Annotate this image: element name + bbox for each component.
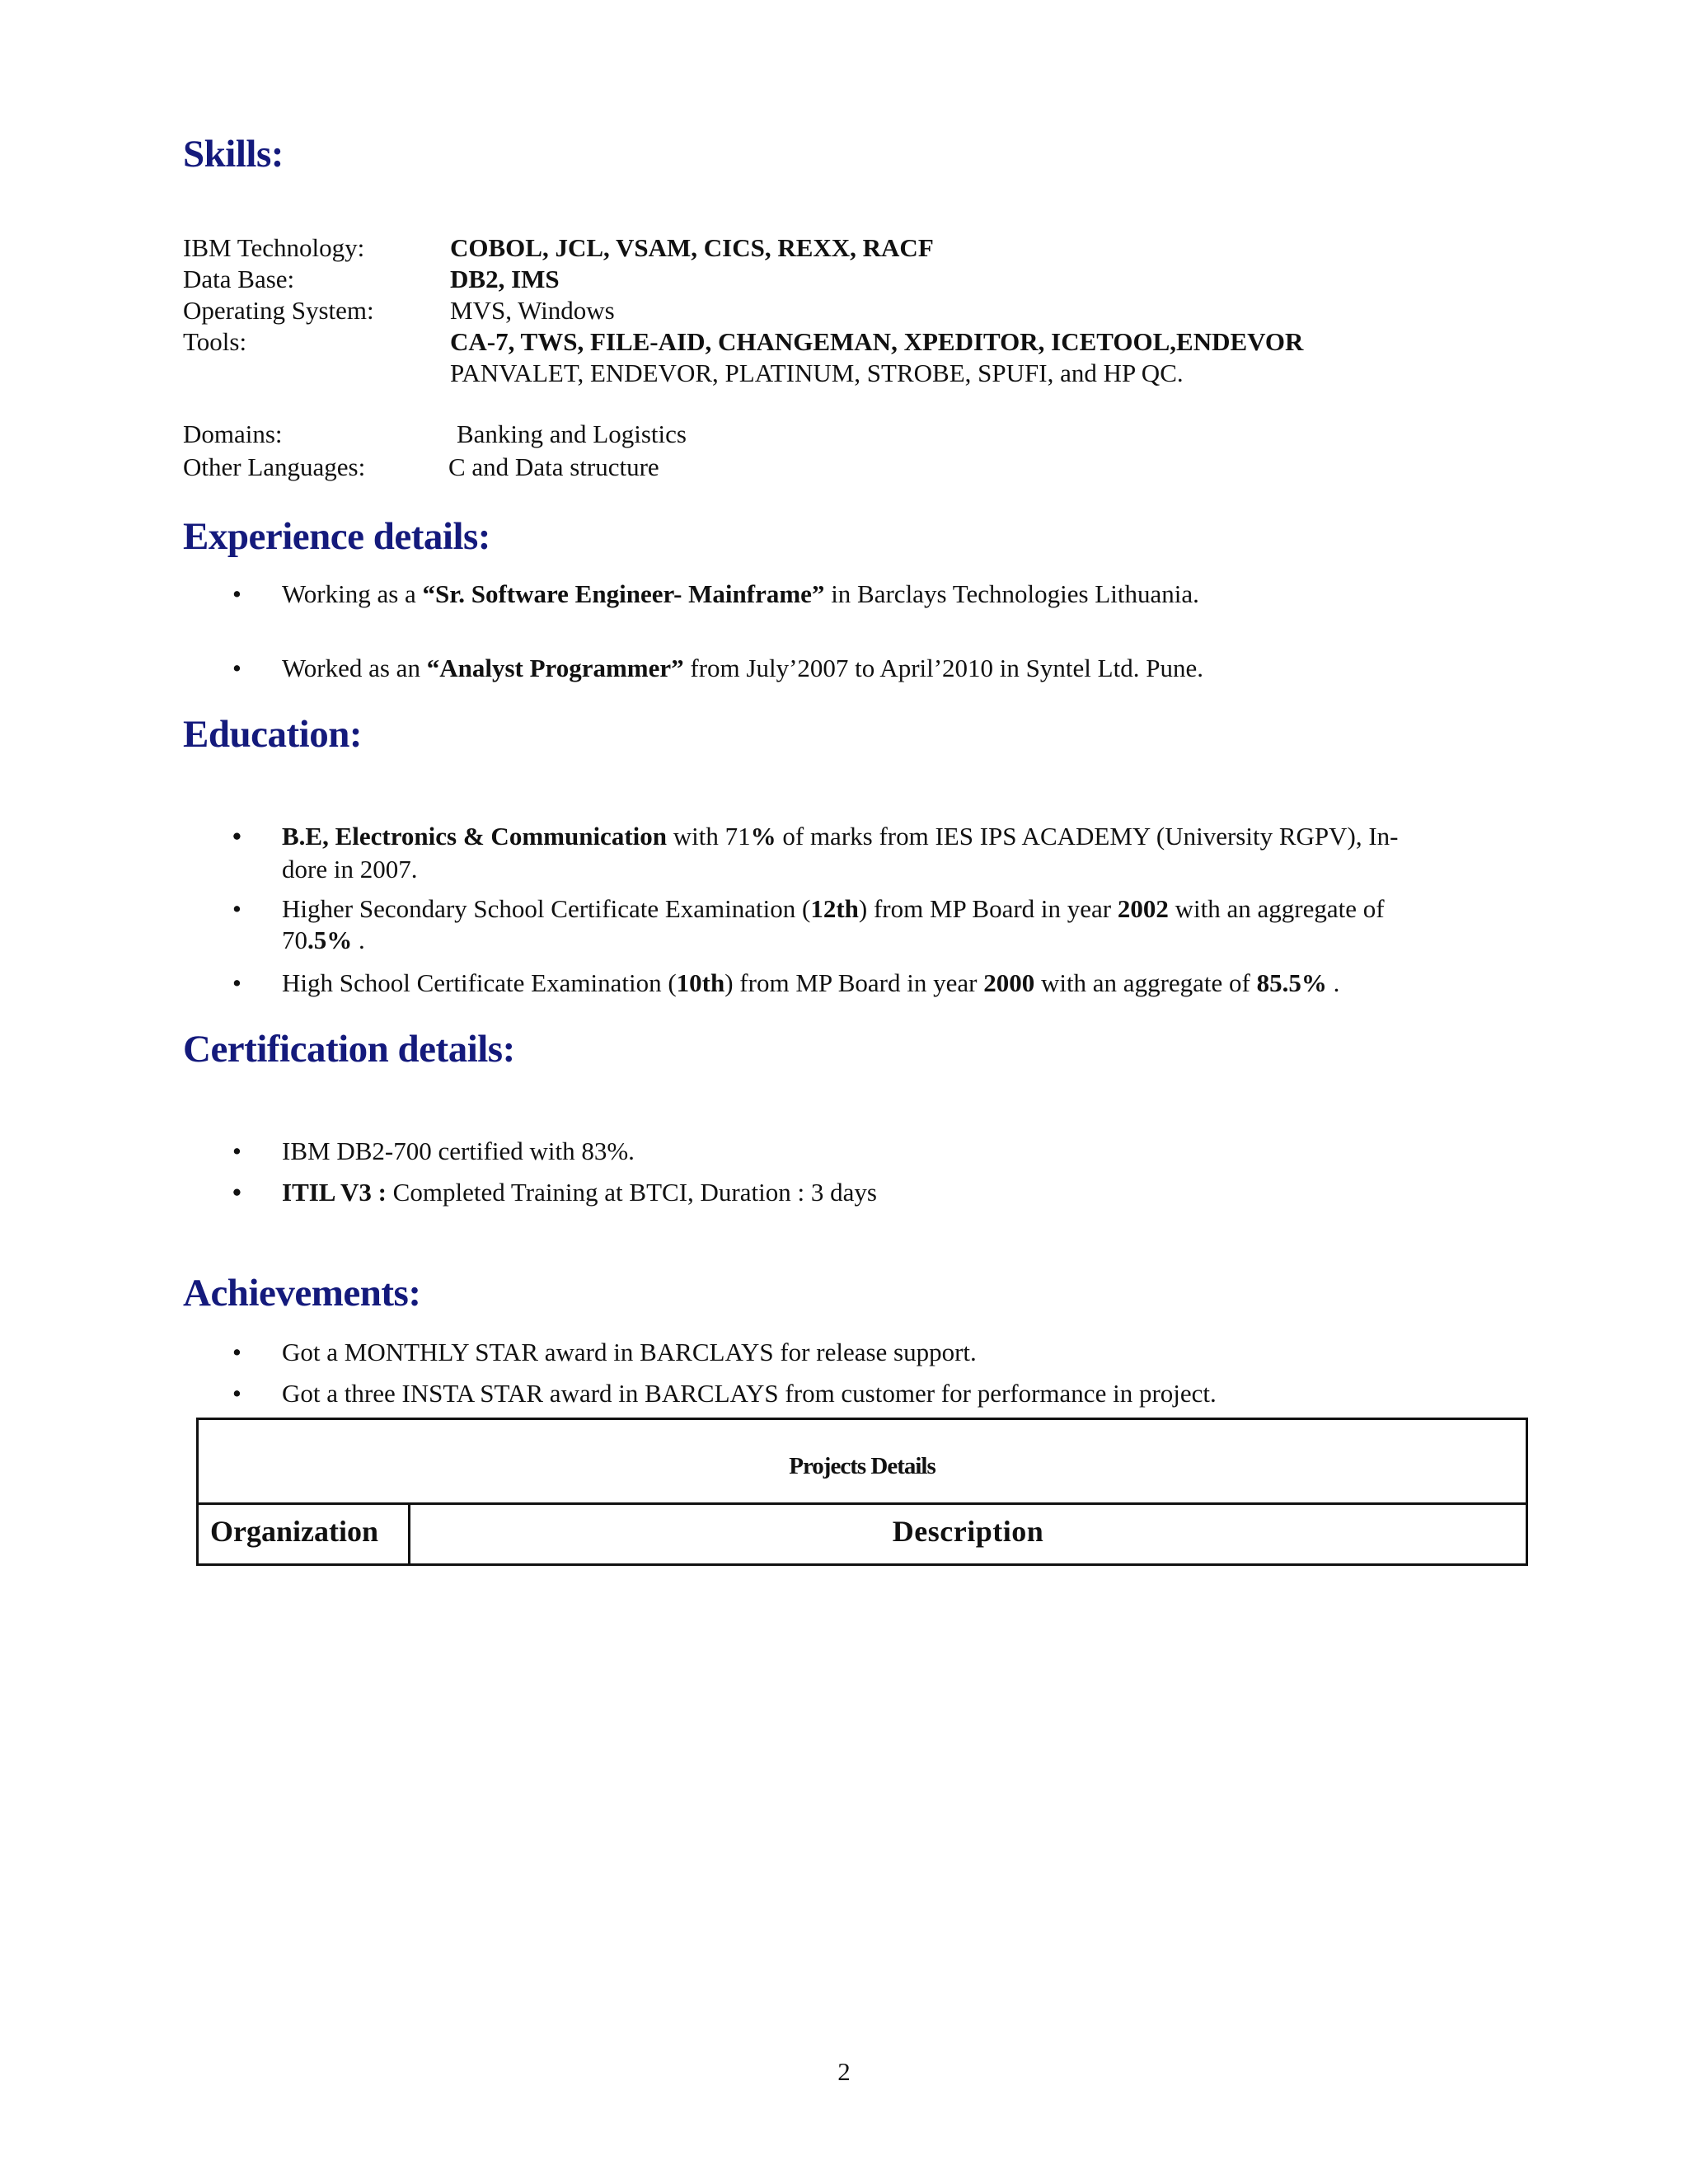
table-divider bbox=[199, 1502, 1526, 1505]
skill-label-database: Data Base: bbox=[183, 265, 295, 293]
skill-value-tools-continued: PANVALET, ENDEVOR, PLATINUM, STROBE, SPUFI, and HP QC. bbox=[450, 359, 1184, 387]
education-text: with an aggregate of bbox=[1034, 968, 1257, 997]
skill-value-ibm: COBOL, JCL, VSAM, CICS, REXX, RACF bbox=[450, 233, 934, 262]
experience-item-1-role: “Sr. Software Engineer- Mainframe” bbox=[422, 579, 825, 608]
bullet-icon: • bbox=[232, 1338, 241, 1366]
skill-label-domains: Domains: bbox=[183, 419, 283, 448]
page-number: 2 bbox=[837, 2057, 851, 2086]
education-item-3 bbox=[282, 968, 1339, 999]
certification-item-1: IBM DB2-700 certified with 83%. bbox=[282, 1137, 635, 1165]
education-text: ) from MP Board in year bbox=[858, 894, 1118, 923]
bullet-icon: • bbox=[232, 1178, 241, 1207]
experience-heading: Experience details: bbox=[183, 515, 490, 558]
projects-table-title: Projects Details bbox=[789, 1453, 935, 1479]
experience-item-2-text: Worked as an bbox=[282, 654, 427, 682]
skill-label-os: Operating System: bbox=[183, 296, 374, 325]
education-text: Higher Secondary School Certificate Examination ( bbox=[282, 894, 811, 923]
education-text: with an aggregate of bbox=[1168, 894, 1385, 923]
education-text: ) from MP Board in year bbox=[724, 968, 984, 997]
bullet-icon: • bbox=[232, 968, 241, 997]
achievement-item-2: Got a three INSTA STAR award in BARCLAYS from customer for performance in project. bbox=[282, 1379, 1217, 1408]
education-percent: .5% bbox=[307, 926, 353, 954]
skills-heading: Skills: bbox=[183, 133, 284, 176]
skill-label-ibm: IBM Technology: bbox=[183, 233, 365, 262]
education-item-1 bbox=[282, 821, 1399, 852]
achievements-heading: Achievements: bbox=[183, 1272, 421, 1315]
bullet-icon: • bbox=[232, 654, 241, 682]
experience-item-2 bbox=[282, 653, 1203, 684]
bullet-icon: • bbox=[232, 822, 241, 851]
education-text: . bbox=[1326, 968, 1340, 997]
education-text: with 71 bbox=[667, 822, 751, 851]
certification-text: Completed Training at BTCI, Duration : 3 days bbox=[386, 1178, 877, 1207]
column-header-organization: Organization bbox=[210, 1515, 378, 1548]
education-year: 2000 bbox=[983, 968, 1035, 997]
education-percent: 85.5% bbox=[1256, 968, 1327, 997]
skill-value-tools: CA-7, TWS, FILE-AID, CHANGEMAN, XPEDITOR, ICETOOL,ENDEVOR bbox=[450, 327, 1304, 356]
bullet-icon: • bbox=[232, 579, 241, 608]
education-item-2 bbox=[282, 893, 1385, 925]
bullet-icon: • bbox=[232, 894, 241, 923]
education-grade: 12th bbox=[810, 894, 859, 923]
column-header-description: Description bbox=[892, 1515, 1044, 1548]
education-text: 70 bbox=[282, 926, 307, 954]
certification-name: ITIL V3 : bbox=[282, 1178, 387, 1207]
education-heading: Education: bbox=[183, 713, 362, 756]
education-item-2-line-2 bbox=[282, 925, 365, 956]
skill-label-tools: Tools: bbox=[183, 327, 247, 356]
education-grade: 10th bbox=[676, 968, 725, 997]
education-text: High School Certificate Examination ( bbox=[282, 968, 677, 997]
education-text: . bbox=[352, 926, 365, 954]
education-item-1-line-2: dore in 2007. bbox=[282, 855, 418, 883]
achievement-item-1: Got a MONTHLY STAR award in BARCLAYS for release support. bbox=[282, 1338, 977, 1366]
certification-item-2 bbox=[282, 1177, 877, 1208]
bullet-icon: • bbox=[232, 1379, 241, 1408]
experience-item-1-text: Working as a bbox=[282, 579, 423, 608]
certification-heading: Certification details: bbox=[183, 1028, 515, 1071]
skill-value-languages: C and Data structure bbox=[448, 452, 659, 481]
education-text: of marks from IES IPS ACADEMY (University RGPV), In- bbox=[776, 822, 1399, 851]
projects-table bbox=[196, 1418, 1528, 1566]
bullet-icon: • bbox=[232, 1137, 241, 1165]
experience-item-1-company: in Barclays Technologies Lithuania. bbox=[824, 579, 1199, 608]
experience-item-2-role: “Analyst Programmer” bbox=[426, 654, 684, 682]
education-year: 2002 bbox=[1117, 894, 1169, 923]
experience-item-1 bbox=[282, 579, 1199, 610]
education-percent: % bbox=[750, 822, 776, 851]
experience-item-2-company: from July’2007 to April’2010 in Syntel Ltd. Pune. bbox=[683, 654, 1203, 682]
skill-value-database: DB2, IMS bbox=[450, 265, 560, 293]
skill-label-languages: Other Languages: bbox=[183, 452, 366, 481]
skill-value-domains: Banking and Logistics bbox=[457, 419, 687, 448]
education-degree: B.E, Electronics & Communication bbox=[282, 822, 667, 851]
skill-value-os: MVS, Windows bbox=[450, 296, 615, 325]
